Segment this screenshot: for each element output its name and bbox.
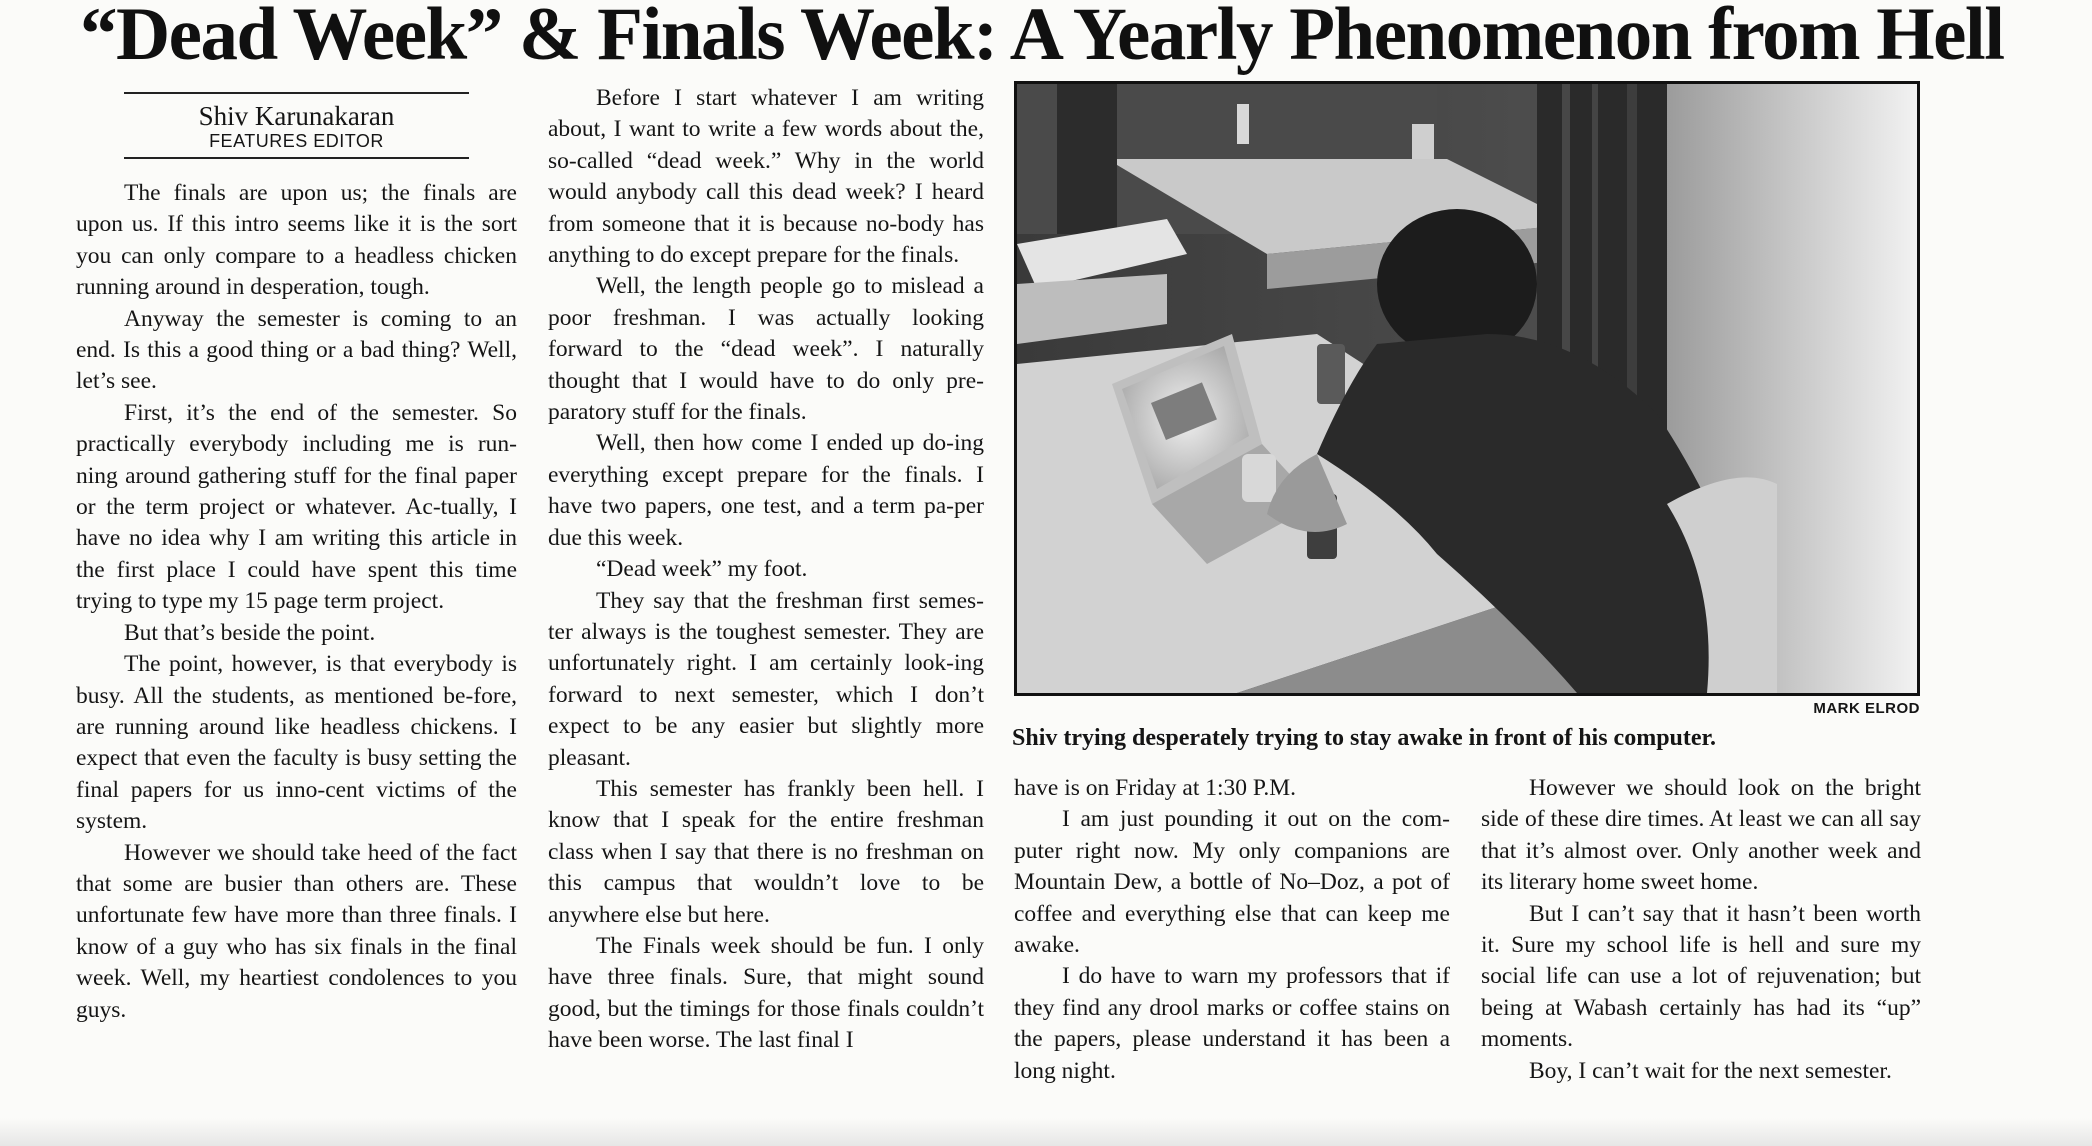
paragraph: The finals are upon us; the finals are upon us. If this intro seems like it is the sort you can only compare to a headless chicken running around in desperation, tough. — [76, 180, 517, 301]
byline — [124, 92, 469, 159]
paragraph: The Finals week should be fun. I only have three finals. Sure, that might sound good, but the timings for those finals couldn’t have been worse. The last final I — [548, 932, 984, 1054]
paragraph: But I can’t say that it hasn’t been worth it. Sure my school life is hell and sure my social life can use a lot of rejuvenation; but being at Wabash certainly has had its “up” moments. — [1481, 900, 1921, 1053]
photo-caption: Shiv trying desperately trying to stay awake in front of his computer. — [1012, 725, 1716, 751]
byline-name: Shiv Karunakaran — [198, 101, 395, 131]
article-column-3 — [1014, 773, 1450, 1087]
photo-illustration — [1017, 84, 1917, 693]
paragraph: Before I start whatever I am writing about, I want to write a few words about the, so-called “dead week.” Why in the world would anybody call this dead week? I heard from someone that it is because no-body has anything to do except prepare for the finals. — [548, 85, 984, 269]
paragraph: But that’s beside the point. — [124, 619, 376, 646]
paragraph: I am just pounding it out on the com-puter right now. My only companions are Mountain Dew, a bottle of No–Doz, a pot of coffee and everything else that can keep me awake. — [1014, 806, 1450, 959]
article-column-1 — [76, 178, 517, 1026]
photo-credit: MARK ELROD — [1813, 700, 1920, 717]
paragraph: I do have to warn my professors that if they find any drool marks or coffee stains on the papers, please understand it has been a long night. — [1014, 963, 1450, 1084]
paragraph: Well, then how come I ended up do-ing everything except prepare for the finals. I have two papers, one test, and a term pa-per due this week. — [548, 430, 984, 551]
headline: “Dead Week” & Finals Week: A Yearly Phenomenon from Hell — [80, 0, 2004, 76]
paragraph: This semester has frankly been hell. I know that I speak for the entire freshman class when I say that there is no freshman on this campus that wouldn’t love to be anywhere else but here. — [548, 775, 984, 928]
article-photo — [1014, 81, 1920, 696]
article-column-4 — [1481, 773, 1921, 1087]
paragraph: However we should take heed of the fact that some are busier than others are. These unfortunate few have more than three finals. I know of a guy who has six finals in the final week. Well, my heartiest condolences to you guys. — [76, 839, 517, 1023]
paragraph: have is on Friday at 1:30 P.M. — [1014, 775, 1296, 801]
paragraph: Well, the length people go to mislead a poor freshman. I was actually looking forward to the “dead week”. I naturally thought that I would have to do only pre-paratory stuff for the finals. — [548, 273, 984, 426]
byline-role: FEATURES EDITOR — [209, 131, 384, 151]
paragraph: Boy, I can’t wait for the next semester. — [1529, 1057, 1892, 1084]
paragraph: They say that the freshman first semes-ter always is the toughest semester. They are unfortunately right. I am certainly look-ing forward to next semester, which I don’t expect to be any easier but slightly more pleasant. — [548, 587, 984, 771]
paragraph: Anyway the semester is coming to an end. Is this a good thing or a bad thing? Well, let’s see. — [76, 305, 517, 395]
paragraph: First, it’s the end of the semester. So practically everybody including me is run-ning around gathering stuff for the final paper or the term project or whatever. Ac-tually, I have no idea why I am writing this article in the first place I could have spent this time trying to type my 15 page term project. — [76, 399, 517, 615]
paragraph: “Dead week” my foot. — [596, 556, 808, 583]
paragraph: However we should look on the bright side of these dire times. At least we can all say that it’s almost over. Only another week and its literary home sweet home. — [1481, 775, 1921, 896]
paragraph: The point, however, is that everybody is busy. All the students, as mentioned be-fore, are running around like headless chickens. I expect that even the faculty is busy setting the final papers for us inno-cent victims of the system. — [76, 651, 517, 835]
page-bottom-edge — [0, 1118, 2092, 1146]
article-column-2 — [548, 83, 984, 1057]
